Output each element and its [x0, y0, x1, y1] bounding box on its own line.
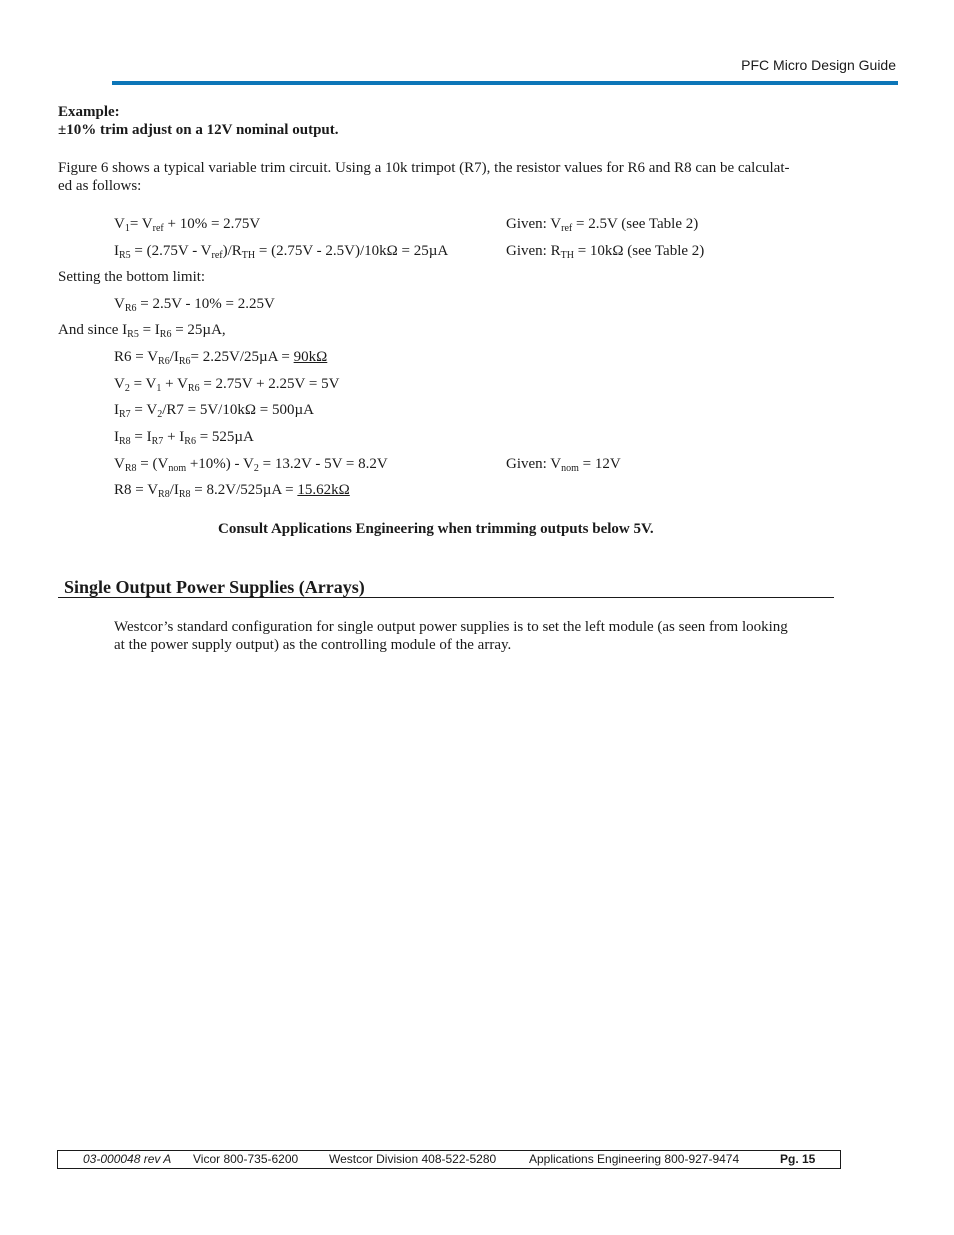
equation-r6: $R6 = V_{R6}/I_{R6}= 2.25V/25\mu A = 90k\Omega$ [114, 349, 328, 367]
given-vref: Given: $V_{ref} = 2.5V$ (see Table 2) [506, 216, 699, 234]
document-title: PFC Micro Design Guide [741, 57, 896, 73]
equation-r8: $R8 = V_{R8}/I_{R8} = 8.2V/525\mu A = 15.62k\Omega$ [114, 482, 350, 500]
header-rule [112, 81, 898, 85]
footer-doc-number: 03-000048 rev A [83, 1152, 172, 1166]
intro-text-line1: Figure 6 shows a typical variable trim circuit. Using a 10k trimpot (R7), the resistor values for R6 and R8 can be calculat- [58, 160, 790, 176]
given-rth: Given: $R_{TH} = 10k\Omega$ (see Table 2) [506, 243, 705, 261]
page-footer [57, 1150, 841, 1169]
example-subheading: ±10% trim adjust on a 12V nominal output. [58, 122, 339, 138]
consult-note: Consult Applications Engineering when trimming outputs below 5V. [218, 521, 654, 537]
r8-result: 15.62kΩ [297, 482, 350, 498]
footer-apps-phone: Applications Engineering 800-927-9474 [529, 1152, 740, 1166]
section-title: Single Output Power Supplies (Arrays) [64, 577, 365, 597]
bottom-limit-text: Setting the bottom limit: [58, 269, 206, 285]
equation-ir7: $I_{R7} = V_2/R7 = 5V/10k\Omega = 500\mu A$ [114, 402, 314, 420]
equation-vr8: $V_{R8} = (V_{nom} +10\%) - V_2 = 13.2V - 5V = 8.2V$ [114, 456, 388, 474]
r6-result: 90kΩ [293, 349, 328, 365]
section-paragraph-line1: Westcor’s standard configuration for single output power supplies is to set the left module (as seen from looking [114, 619, 788, 635]
intro-text-line2: ed as follows: [58, 178, 142, 194]
section-paragraph-line2: at the power supply output) as the controlling module of the array. [114, 637, 512, 653]
given-vnom: Given: $V_{nom} = 12V$ [506, 456, 621, 474]
footer-page-number: Pg. 15 [780, 1152, 816, 1166]
equation-ir5: $I_{R5} = (2.75V - V_{ref})/R_{TH} = (2.75V - 2.5V)/10k\Omega = 25\mu A$ [114, 243, 449, 261]
equation-vr6: $V_{R6} = 2.5V - 10\% = 2.25V$ [114, 296, 275, 314]
footer-vicor-phone: Vicor 800-735-6200 [193, 1152, 299, 1166]
equation-v1: $V_1= V_{ref} + 10\% = 2.75V$ [114, 216, 261, 234]
footer-westcor-phone: Westcor Division 408-522-5280 [329, 1152, 497, 1166]
example-heading: Example: [58, 104, 120, 120]
section-rule [58, 597, 834, 598]
and-since-text: And since $I_{R5} = I_{R6} = 25\mu A$, [58, 322, 226, 340]
equation-v2: $V_2 = V_1 + V_{R6} = 2.75V + 2.25V = 5V$ [114, 376, 340, 394]
equation-ir8: $I_{R8} = I_{R7} + I_{R6} = 525\mu A$ [114, 429, 254, 447]
